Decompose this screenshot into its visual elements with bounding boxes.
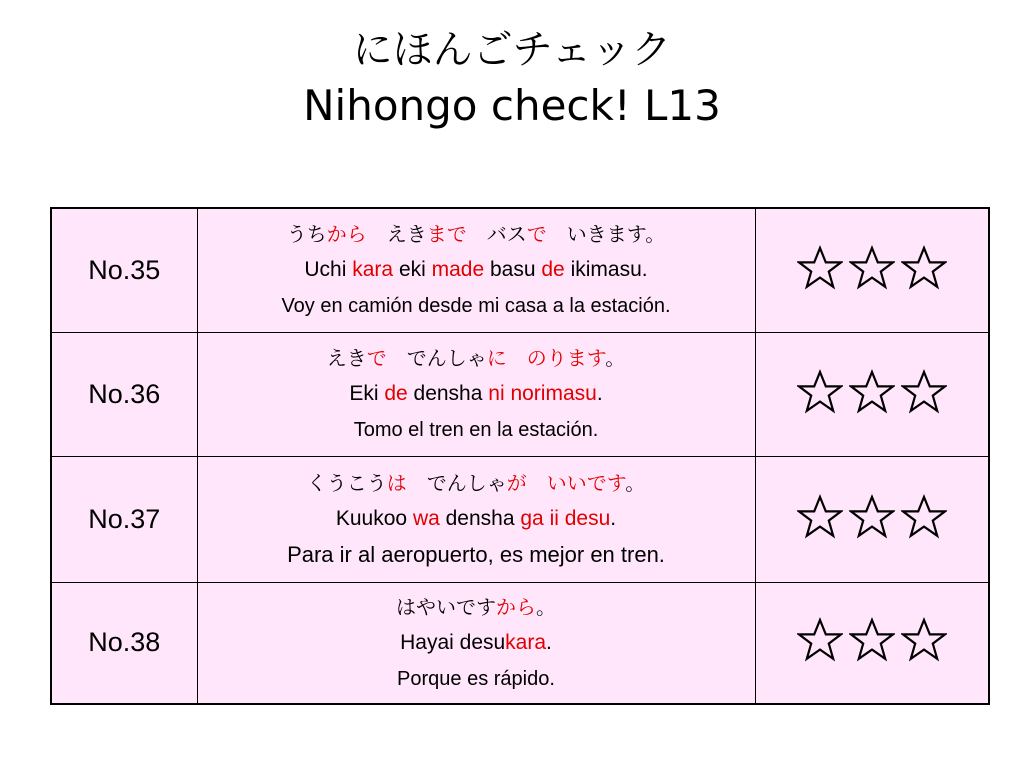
particle-highlight: de [541,258,565,282]
star-icon[interactable] [797,369,843,415]
particle-highlight: kara [352,258,394,282]
phrase-segment: はやいです [396,594,496,619]
title-japanese: にほんごチェック [352,27,672,73]
phrase-cell [197,332,755,456]
romaji-sentence [204,625,749,661]
table-row [51,582,989,704]
star-icon[interactable] [849,245,895,291]
phrase-segment: . [596,382,603,405]
particle-highlight: ga ii desu [520,507,611,530]
particle-highlight: de [384,382,408,405]
phrase-segment: ikimasu. [564,258,648,282]
phrase-segment: くうこう [306,471,387,495]
table-row [51,208,989,332]
rating-cell [755,456,989,582]
particle-highlight: wa [412,507,440,530]
table-row [51,456,989,582]
phrase-segment: 。 [605,346,626,370]
row-number: No.36 [51,332,197,456]
title-english: Nihongo check! L13 [303,81,721,130]
phrase-segment: basu [484,258,542,282]
star-icon[interactable] [797,245,843,291]
particle-highlight: kara [505,630,547,654]
slide-title [0,22,1024,134]
star-rating[interactable] [797,369,947,415]
phrase-table [50,207,990,705]
particle-highlight: から [496,594,536,619]
rating-cell [755,582,989,704]
spanish-translation: Porque es rápido. [397,667,555,690]
phrase-segment: えき [366,222,427,247]
star-rating[interactable] [797,617,947,663]
phrase-segment: 。 [625,471,646,495]
japanese-sentence [204,589,749,625]
star-icon[interactable] [901,494,947,540]
phrase-segment: 。 [536,594,556,619]
star-icon[interactable] [901,369,947,415]
rating-cell [755,332,989,456]
japanese-sentence [204,465,749,501]
star-rating[interactable] [797,494,947,540]
phrase-segment: . [546,630,552,654]
japanese-sentence [204,340,749,376]
particle-highlight: まで [426,222,467,247]
star-icon[interactable] [901,245,947,291]
phrase-table-body [51,208,989,704]
star-icon[interactable] [901,617,947,663]
star-icon[interactable] [849,494,895,540]
phrase-segment: えき [326,346,367,370]
spanish-translation: Voy en camión desde mi casa a la estación. [281,295,671,318]
star-icon[interactable] [849,617,895,663]
romaji-sentence [204,376,749,412]
romaji-sentence [204,252,749,288]
phrase-cell [197,208,755,332]
particle-highlight: ni norimasu [488,382,597,405]
particle-highlight: から [326,222,367,247]
phrase-segment: いきます。 [546,222,666,247]
romaji-sentence [204,501,749,537]
phrase-cell [197,456,755,582]
phrase-segment: Kuukoo [335,507,413,530]
phrase-segment: Hayai desu [400,630,506,654]
phrase-segment: うち [286,222,327,247]
particle-highlight: が いいです [506,471,626,495]
star-rating[interactable] [797,245,947,291]
row-number: No.35 [51,208,197,332]
spanish-translation: Para ir al aeropuerto, es mejor en tren. [287,542,665,567]
star-icon[interactable] [797,494,843,540]
phrase-segment: Eki [349,382,385,405]
particle-highlight: で [366,346,387,370]
japanese-sentence [204,216,749,252]
phrase-segment: Uchi [304,258,353,282]
particle-highlight: に のります [486,346,606,370]
star-icon[interactable] [849,369,895,415]
rating-cell [755,208,989,332]
row-number: No.37 [51,456,197,582]
spanish-translation: Tomo el tren en la estación. [353,419,599,441]
phrase-segment: . [610,507,617,530]
particle-highlight: は [386,471,407,495]
phrase-cell [197,582,755,704]
particle-highlight: made [431,258,485,282]
table-row [51,332,989,456]
star-icon[interactable] [797,617,843,663]
phrase-segment: eki [393,258,432,282]
row-number: No.38 [51,582,197,704]
phrase-segment: densha [407,382,489,405]
particle-highlight: で [526,222,547,247]
phrase-segment: でんしゃ [406,471,507,495]
phrase-segment: バス [466,222,527,247]
phrase-segment: でんしゃ [386,346,487,370]
phrase-segment: densha [439,507,521,530]
